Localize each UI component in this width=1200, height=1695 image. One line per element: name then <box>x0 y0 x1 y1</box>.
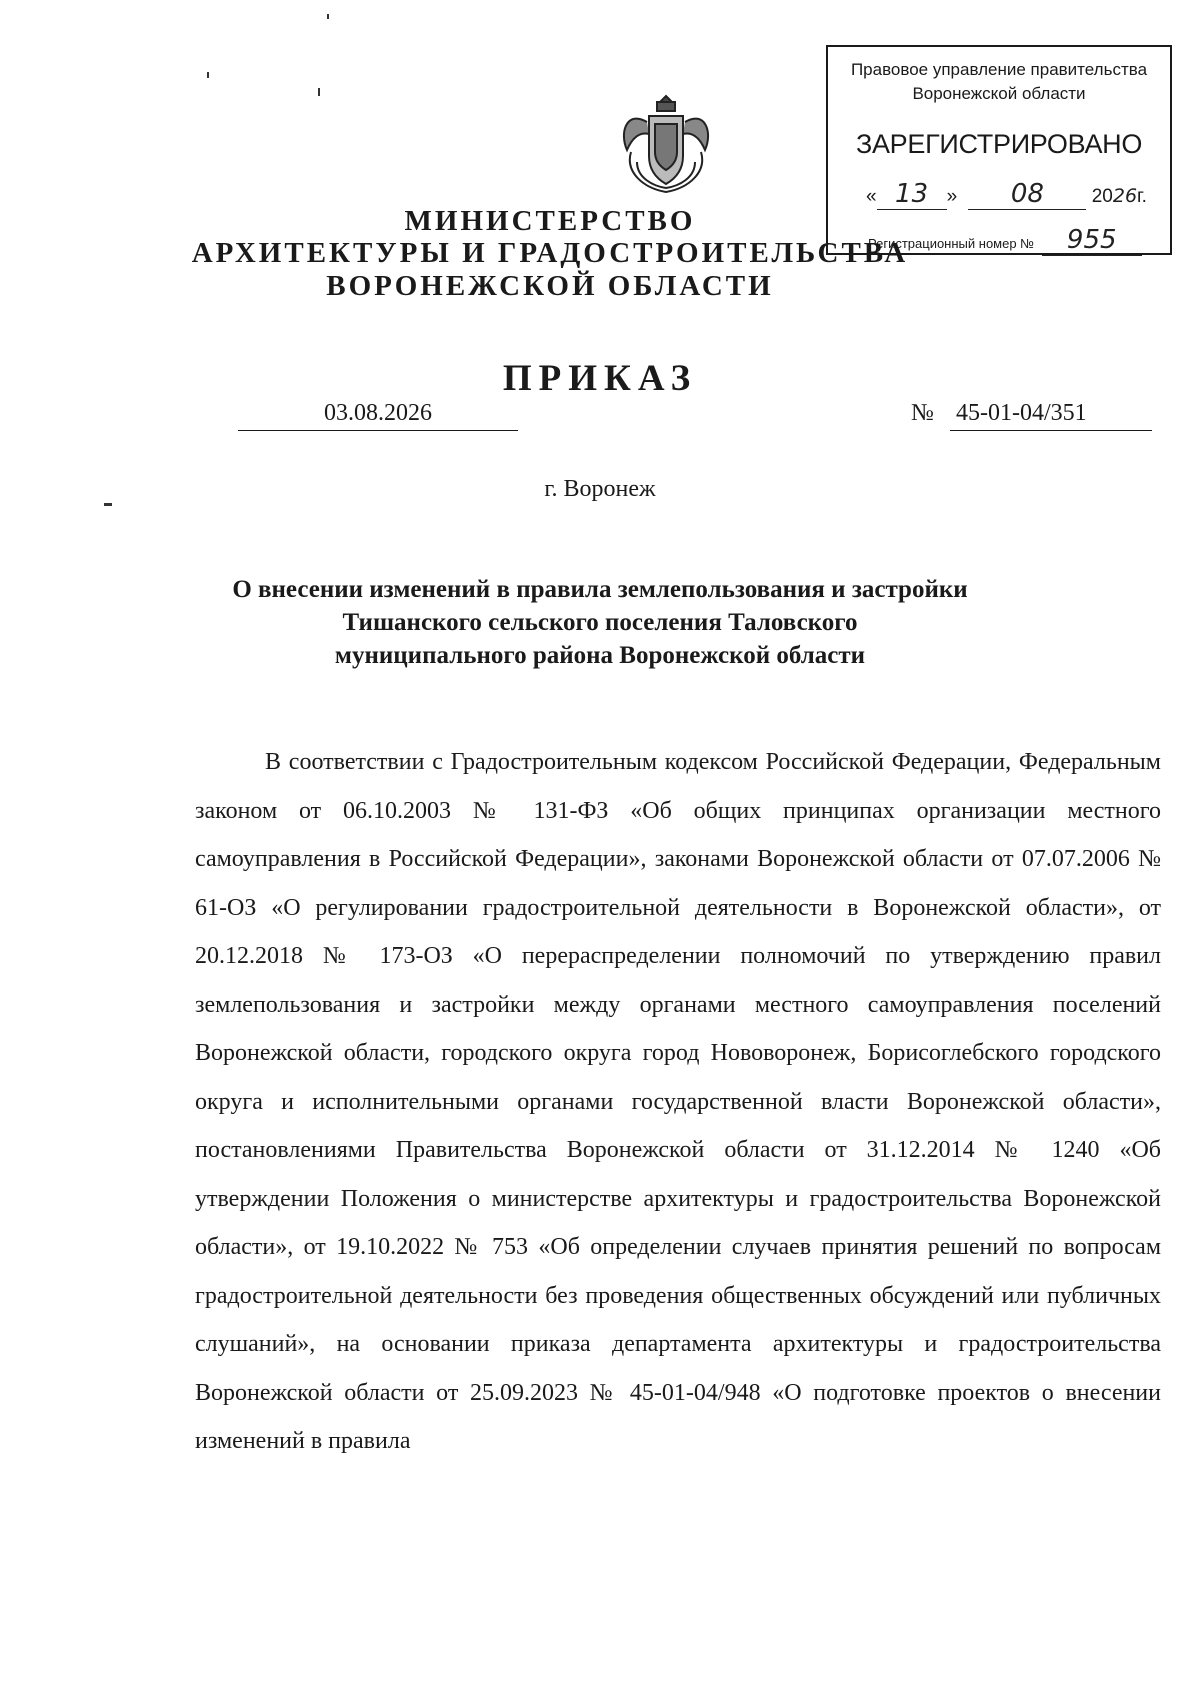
order-body <box>195 738 1161 1466</box>
stamp-status: ЗАРЕГИСТРИРОВАНО <box>855 129 1143 159</box>
stamp-reg-value: 955 <box>1066 225 1117 255</box>
stamp-org-line2: Воронежской области <box>912 84 1086 103</box>
subject-line: О внесении изменений в правила землепользования и застройки <box>232 576 968 603</box>
order-date: 03.08.2026 <box>238 400 518 431</box>
scan-speck <box>207 72 209 78</box>
order-number-label: № <box>911 400 934 426</box>
stamp-org-line1: Правовое управление правительства <box>850 60 1148 79</box>
ministry-title-line3: ВОРОНЕЖСКОЙ ОБЛАСТИ <box>326 270 774 302</box>
body-paragraph: В соответствии с Градостроительным кодексом Российской Федерации, Федеральным законом от 06.10.2003 № 131-ФЗ «Об общих принципах организации местного самоуправления в Российской Федерации», законами Воронежской области от 07.07.2006 № 61-ОЗ «О регулировании градостроительной деятельности в Воронежской области», от 20.12.2018 № 173-ОЗ «О перераспределении полномочий по утверждению правил землепользования и застройки между органами местного самоуправления поселений Воронежской области, городского округа город Нововоронеж, Борисоглебского городского округа и исполнительными органами государственной власти Воронежской области», постановлениями Правительства Воронежской области от 31.12.2014 № 1240 «Об утверждении Положения о министерстве архитектуры и градостроительства Воронежской области», от 19.10.2022 № 753 «Об определении случаев принятия решений по вопросам градостроительной деятельности без проведения общественных обсуждений или публичных слушаний», на основании приказа департамента архитектуры и градостроительства Воронежской области от 25.09.2023 № 45-01-04/948 «О подготовке проектов о внесении изменений в правила <box>195 749 1161 1454</box>
stamp-reg-label: Регистрационный номер № <box>868 236 1035 251</box>
stamp-date: « 13 » 08 2026г. <box>866 179 1147 209</box>
stamp-year-suffix: 26 <box>1112 185 1138 207</box>
stamp-year-prefix: 20 <box>1091 186 1113 207</box>
subject-line: муниципального района Воронежской области <box>334 642 866 669</box>
city: г. Воронеж <box>544 476 656 502</box>
ministry-title-line2: АРХИТЕКТУРЫ И ГРАДОСТРОИТЕЛЬСТВА <box>191 237 909 269</box>
ministry-title-line1: МИНИСТЕРСТВО <box>404 205 696 237</box>
subject-line: Тишанского сельского поселения Таловского <box>342 609 858 636</box>
scan-speck <box>327 14 329 19</box>
scan-speck <box>104 503 112 506</box>
order-subject <box>180 573 1020 672</box>
coat-of-arms-icon <box>617 92 715 198</box>
stamp-month: 08 <box>1010 179 1044 209</box>
stamp-day: 13 <box>895 179 929 209</box>
order-number: 45-01-04/351 <box>950 400 1152 431</box>
scan-speck <box>318 88 320 96</box>
document-type: ПРИКАЗ <box>502 358 698 399</box>
